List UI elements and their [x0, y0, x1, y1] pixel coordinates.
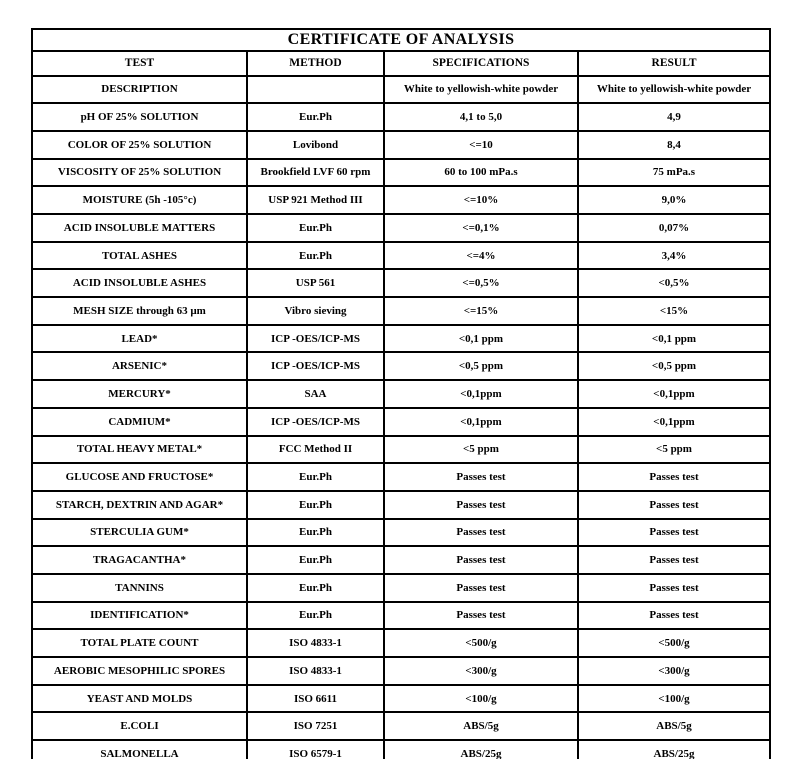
table-row — [32, 159, 770, 187]
result-cell: White to yellowish-white powder — [578, 76, 770, 104]
method-cell — [247, 76, 384, 104]
result-cell: 0,07% — [578, 214, 770, 242]
method-cell: Eur.Ph — [247, 574, 384, 602]
result-cell: <0,1ppm — [578, 408, 770, 436]
result-cell: Passes test — [578, 602, 770, 630]
result-cell: 8,4 — [578, 131, 770, 159]
test-name-cell: MESH SIZE through 63 µm — [32, 297, 247, 325]
specification-cell: <=10% — [384, 186, 578, 214]
test-name-cell: TRAGACANTHA* — [32, 546, 247, 574]
specification-cell: Passes test — [384, 602, 578, 630]
column-header-row — [32, 51, 770, 76]
method-cell: Eur.Ph — [247, 546, 384, 574]
table-row — [32, 519, 770, 547]
specification-cell: Passes test — [384, 546, 578, 574]
method-cell: Brookfield LVF 60 rpm — [247, 159, 384, 187]
method-cell: ICP -OES/ICP-MS — [247, 325, 384, 353]
method-cell: ISO 4833-1 — [247, 629, 384, 657]
result-cell: ABS/25g — [578, 740, 770, 759]
result-cell: <0,1ppm — [578, 380, 770, 408]
specification-cell: <=0,1% — [384, 214, 578, 242]
method-cell: ICP -OES/ICP-MS — [247, 408, 384, 436]
specification-cell: <0,5 ppm — [384, 352, 578, 380]
test-name-cell: YEAST AND MOLDS — [32, 685, 247, 713]
test-name-cell: ACID INSOLUBLE ASHES — [32, 269, 247, 297]
specification-cell: <=0,5% — [384, 269, 578, 297]
test-name-cell: GLUCOSE AND FRUCTOSE* — [32, 463, 247, 491]
method-cell: ISO 6579-1 — [247, 740, 384, 759]
test-name-cell: pH OF 25% SOLUTION — [32, 103, 247, 131]
table-body — [32, 76, 770, 759]
method-cell: USP 561 — [247, 269, 384, 297]
test-name-cell: STERCULIA GUM* — [32, 519, 247, 547]
test-name-cell: TOTAL ASHES — [32, 242, 247, 270]
certificate-title: CERTIFICATE OF ANALYSIS — [32, 29, 770, 51]
test-name-cell: MOISTURE (5h -105°c) — [32, 186, 247, 214]
method-cell: ISO 4833-1 — [247, 657, 384, 685]
method-cell: SAA — [247, 380, 384, 408]
method-cell: Eur.Ph — [247, 491, 384, 519]
specification-cell: <500/g — [384, 629, 578, 657]
specification-cell: Passes test — [384, 519, 578, 547]
method-cell: USP 921 Method III — [247, 186, 384, 214]
specification-cell: 60 to 100 mPa.s — [384, 159, 578, 187]
specification-cell: <100/g — [384, 685, 578, 713]
result-cell: <300/g — [578, 657, 770, 685]
specification-cell: <0,1 ppm — [384, 325, 578, 353]
method-cell: Eur.Ph — [247, 103, 384, 131]
result-cell: ABS/5g — [578, 712, 770, 740]
table-row — [32, 242, 770, 270]
table-row — [32, 380, 770, 408]
specification-cell: <5 ppm — [384, 436, 578, 464]
test-name-cell: E.COLI — [32, 712, 247, 740]
result-cell: <5 ppm — [578, 436, 770, 464]
test-name-cell: ARSENIC* — [32, 352, 247, 380]
result-cell: <500/g — [578, 629, 770, 657]
result-cell: 9,0% — [578, 186, 770, 214]
test-name-cell: ACID INSOLUBLE MATTERS — [32, 214, 247, 242]
result-cell: 4,9 — [578, 103, 770, 131]
specification-cell: <0,1ppm — [384, 408, 578, 436]
test-name-cell: SALMONELLA — [32, 740, 247, 759]
test-name-cell: LEAD* — [32, 325, 247, 353]
test-name-cell: TOTAL HEAVY METAL* — [32, 436, 247, 464]
title-row — [32, 29, 770, 51]
table-row — [32, 712, 770, 740]
result-cell: <0,1 ppm — [578, 325, 770, 353]
result-cell: <15% — [578, 297, 770, 325]
table-row — [32, 214, 770, 242]
column-header-method: METHOD — [247, 51, 384, 76]
test-name-cell: MERCURY* — [32, 380, 247, 408]
table-row — [32, 352, 770, 380]
test-name-cell: IDENTIFICATION* — [32, 602, 247, 630]
table-row — [32, 297, 770, 325]
specification-cell: <300/g — [384, 657, 578, 685]
specification-cell: <0,1ppm — [384, 380, 578, 408]
specification-cell: 4,1 to 5,0 — [384, 103, 578, 131]
table-row — [32, 408, 770, 436]
column-header-test: TEST — [32, 51, 247, 76]
result-cell: Passes test — [578, 546, 770, 574]
method-cell: ISO 7251 — [247, 712, 384, 740]
table-row — [32, 574, 770, 602]
table-row — [32, 685, 770, 713]
table-row — [32, 186, 770, 214]
result-cell: Passes test — [578, 574, 770, 602]
specification-cell: Passes test — [384, 463, 578, 491]
specification-cell: Passes test — [384, 491, 578, 519]
test-name-cell: DESCRIPTION — [32, 76, 247, 104]
method-cell: Vibro sieving — [247, 297, 384, 325]
method-cell: Eur.Ph — [247, 242, 384, 270]
method-cell: ICP -OES/ICP-MS — [247, 352, 384, 380]
table-row — [32, 491, 770, 519]
table-row — [32, 103, 770, 131]
result-cell: Passes test — [578, 463, 770, 491]
table-row — [32, 436, 770, 464]
result-cell: Passes test — [578, 519, 770, 547]
table-row — [32, 629, 770, 657]
result-cell: 75 mPa.s — [578, 159, 770, 187]
specification-cell: <=15% — [384, 297, 578, 325]
test-name-cell: VISCOSITY OF 25% SOLUTION — [32, 159, 247, 187]
result-cell: 3,4% — [578, 242, 770, 270]
table-row — [32, 463, 770, 491]
result-cell: <0,5% — [578, 269, 770, 297]
table-row — [32, 602, 770, 630]
test-name-cell: COLOR OF 25% SOLUTION — [32, 131, 247, 159]
result-cell: <0,5 ppm — [578, 352, 770, 380]
test-name-cell: AEROBIC MESOPHILIC SPORES — [32, 657, 247, 685]
table-row — [32, 325, 770, 353]
test-name-cell: STARCH, DEXTRIN AND AGAR* — [32, 491, 247, 519]
table-row — [32, 657, 770, 685]
specification-cell: Passes test — [384, 574, 578, 602]
specification-cell: <=10 — [384, 131, 578, 159]
method-cell: Eur.Ph — [247, 602, 384, 630]
table-row — [32, 76, 770, 104]
specification-cell: ABS/5g — [384, 712, 578, 740]
test-name-cell: TOTAL PLATE COUNT — [32, 629, 247, 657]
method-cell: Lovibond — [247, 131, 384, 159]
column-header-specifications: SPECIFICATIONS — [384, 51, 578, 76]
test-name-cell: TANNINS — [32, 574, 247, 602]
column-header-result: RESULT — [578, 51, 770, 76]
test-name-cell: CADMIUM* — [32, 408, 247, 436]
table-head — [32, 29, 770, 76]
result-cell: <100/g — [578, 685, 770, 713]
specification-cell: <=4% — [384, 242, 578, 270]
table-row — [32, 269, 770, 297]
method-cell: Eur.Ph — [247, 519, 384, 547]
specification-cell: White to yellowish-white powder — [384, 76, 578, 104]
method-cell: FCC Method II — [247, 436, 384, 464]
method-cell: Eur.Ph — [247, 214, 384, 242]
table-row — [32, 131, 770, 159]
specification-cell: ABS/25g — [384, 740, 578, 759]
table-row — [32, 546, 770, 574]
result-cell: Passes test — [578, 491, 770, 519]
method-cell: ISO 6611 — [247, 685, 384, 713]
table-row — [32, 740, 770, 759]
certificate-of-analysis-table — [31, 28, 771, 759]
method-cell: Eur.Ph — [247, 463, 384, 491]
